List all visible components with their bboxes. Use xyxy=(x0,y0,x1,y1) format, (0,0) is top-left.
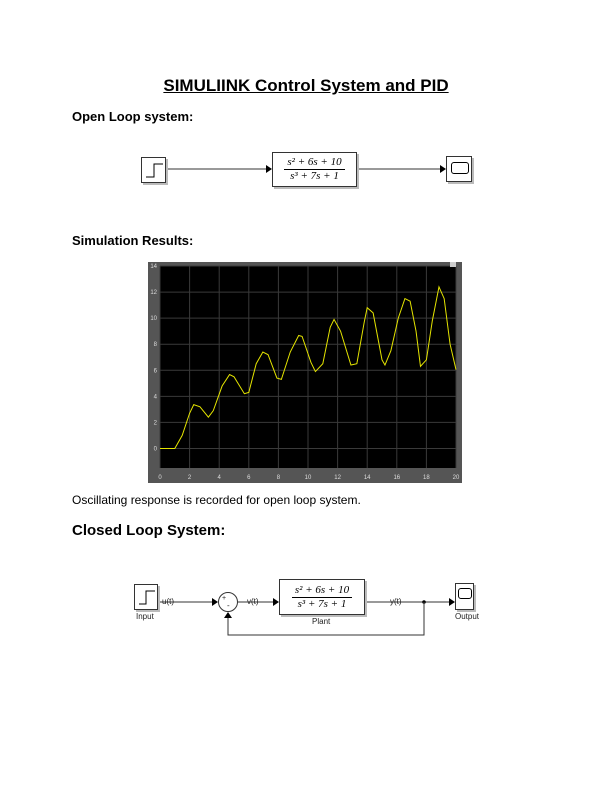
x-tick-label: 10 xyxy=(304,475,312,481)
y-tick-label: 4 xyxy=(153,394,157,401)
x-tick-label: 14 xyxy=(363,475,371,481)
signal-y-label: y(t) xyxy=(390,597,402,606)
x-tick-label: 20 xyxy=(452,475,460,481)
open-loop-heading: Open Loop system: xyxy=(72,109,194,124)
signal-v-label: v(t) xyxy=(247,597,259,606)
y-tick-label: 8 xyxy=(153,342,157,349)
tf-denominator: s³ + 7s + 1 xyxy=(297,597,347,610)
plant-block[interactable] xyxy=(279,579,365,615)
x-tick-label: 18 xyxy=(423,475,430,481)
x-tick-label: 6 xyxy=(247,475,251,481)
input-step-block[interactable] xyxy=(134,584,158,610)
y-tick-label: 12 xyxy=(150,290,157,297)
tf-denominator: s³ + 7s + 1 xyxy=(290,170,339,182)
closed-loop-heading: Closed Loop System: xyxy=(72,522,226,539)
tf-numerator: s² + 6s + 10 xyxy=(284,156,344,170)
y-tick-label: 6 xyxy=(153,368,157,375)
y-tick-label: 0 xyxy=(153,446,157,453)
caption: Oscillating response is recorded for open loop system. xyxy=(72,493,361,507)
plant-label: Plant xyxy=(312,617,331,626)
page-title: SIMULIINK Control System and PID xyxy=(163,76,449,95)
x-tick-label: 12 xyxy=(334,475,341,481)
signal-u-label: u(t) xyxy=(162,597,174,606)
x-tick-label: 0 xyxy=(158,475,162,481)
sum-minus-sign: - xyxy=(227,601,230,610)
x-tick-label: 16 xyxy=(393,475,401,481)
x-tick-label: 2 xyxy=(187,475,192,481)
y-tick-label: 14 xyxy=(150,264,157,270)
simulation-heading: Simulation Results: xyxy=(72,233,194,248)
y-tick-label: 2 xyxy=(153,420,157,427)
output-scope-block[interactable] xyxy=(455,583,474,610)
sum-plus-sign: + xyxy=(222,595,227,602)
input-label: Input xyxy=(136,612,154,621)
scope-icon xyxy=(458,588,472,599)
tf-numerator: s² + 6s + 10 xyxy=(292,584,352,598)
step-icon xyxy=(135,585,159,611)
output-label: Output xyxy=(455,612,480,621)
x-tick-label: 8 xyxy=(276,475,281,481)
x-tick-label: 4 xyxy=(217,475,221,481)
y-tick-label: 10 xyxy=(150,316,157,323)
